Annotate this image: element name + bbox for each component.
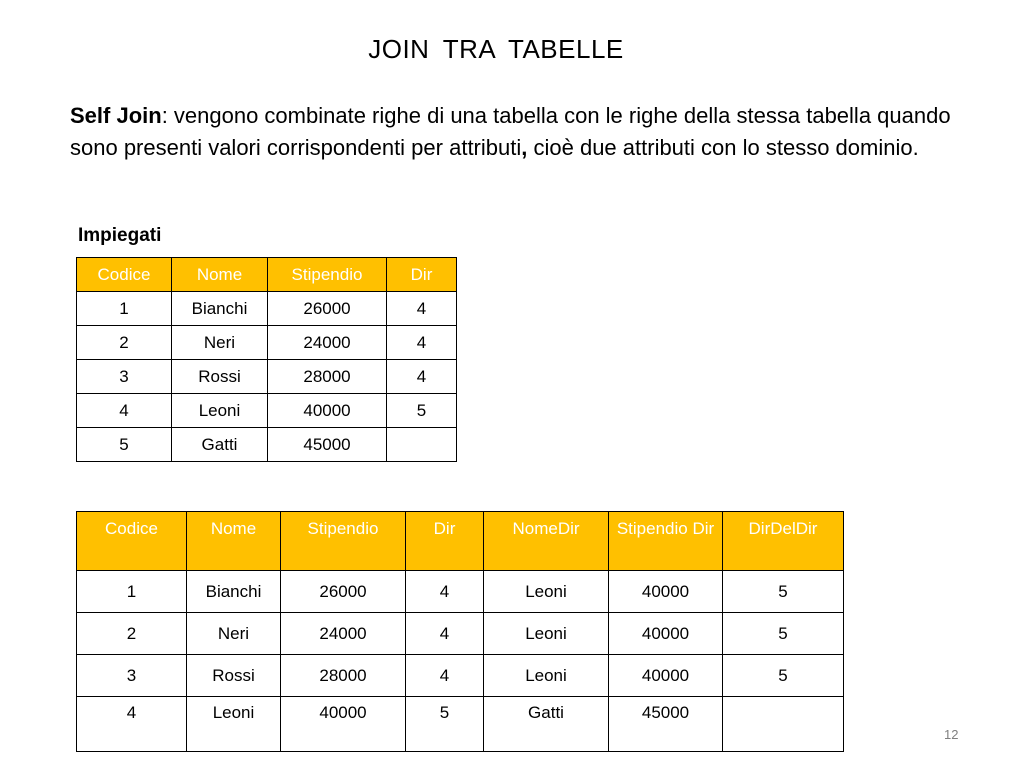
table-cell: Leoni bbox=[484, 655, 609, 697]
table-row bbox=[77, 571, 844, 613]
slide-title: JOIN TRA TABELLE bbox=[368, 34, 624, 64]
header-cell: Nome bbox=[172, 258, 268, 292]
header-cell: Codice bbox=[77, 512, 187, 571]
table-cell: 26000 bbox=[281, 571, 406, 613]
table-row bbox=[77, 428, 457, 462]
table-row bbox=[77, 655, 844, 697]
table-header-row bbox=[77, 258, 457, 292]
table-cell: 4 bbox=[77, 697, 187, 752]
table-cell: 3 bbox=[77, 360, 172, 394]
table-cell: 5 bbox=[77, 428, 172, 462]
table-row bbox=[77, 613, 844, 655]
intro-comma: , bbox=[521, 135, 528, 160]
table-cell: Bianchi bbox=[172, 292, 268, 326]
table-cell: 4 bbox=[406, 655, 484, 697]
table-row bbox=[77, 360, 457, 394]
self-join-result-table bbox=[76, 511, 844, 752]
table-cell: 40000 bbox=[268, 394, 387, 428]
table-row bbox=[77, 326, 457, 360]
intro-paragraph bbox=[70, 100, 980, 164]
intro-text-before-comma: : vengono combinate righe di una tabella con le righe della stessa tabella quando sono presenti valori corrispondenti per attributi bbox=[70, 103, 951, 160]
table-cell: 1 bbox=[77, 571, 187, 613]
table-cell: Gatti bbox=[484, 697, 609, 752]
table-cell: 26000 bbox=[268, 292, 387, 326]
table-cell: 24000 bbox=[268, 326, 387, 360]
table-cell: 5 bbox=[723, 655, 844, 697]
header-cell: NomeDir bbox=[484, 512, 609, 571]
table-cell bbox=[723, 697, 844, 752]
table-cell: 4 bbox=[387, 360, 457, 394]
table-cell: Neri bbox=[172, 326, 268, 360]
table-cell: 4 bbox=[387, 292, 457, 326]
table-cell: 28000 bbox=[268, 360, 387, 394]
table-cell: 1 bbox=[77, 292, 172, 326]
table-cell: Neri bbox=[187, 613, 281, 655]
table-cell: 4 bbox=[406, 571, 484, 613]
intro-text-after-comma: cioè due attributi con lo stesso dominio. bbox=[527, 135, 919, 160]
table-cell: 40000 bbox=[609, 655, 723, 697]
table-cell: 40000 bbox=[609, 613, 723, 655]
table-row bbox=[77, 394, 457, 428]
header-cell: Codice bbox=[77, 258, 172, 292]
table-cell: 45000 bbox=[268, 428, 387, 462]
table-cell bbox=[387, 428, 457, 462]
table-cell: 24000 bbox=[281, 613, 406, 655]
header-cell: Dir bbox=[387, 258, 457, 292]
table-cell: 45000 bbox=[609, 697, 723, 752]
table-cell: 2 bbox=[77, 613, 187, 655]
impiegati-table bbox=[76, 257, 457, 462]
table-cell: 28000 bbox=[281, 655, 406, 697]
table-cell: Leoni bbox=[172, 394, 268, 428]
table-cell: 40000 bbox=[281, 697, 406, 752]
table-header-row bbox=[77, 512, 844, 571]
table-cell: Leoni bbox=[187, 697, 281, 752]
table-cell: 4 bbox=[77, 394, 172, 428]
table-row bbox=[77, 697, 844, 752]
table-cell: 3 bbox=[77, 655, 187, 697]
table-cell: Leoni bbox=[484, 571, 609, 613]
table-cell: Bianchi bbox=[187, 571, 281, 613]
table-cell: Rossi bbox=[172, 360, 268, 394]
table-cell: 5 bbox=[723, 613, 844, 655]
table-cell: Rossi bbox=[187, 655, 281, 697]
header-cell: DirDelDir bbox=[723, 512, 844, 571]
table-cell: 4 bbox=[406, 613, 484, 655]
header-cell: Stipendio bbox=[281, 512, 406, 571]
table-cell: 2 bbox=[77, 326, 172, 360]
table-cell: 40000 bbox=[609, 571, 723, 613]
table-cell: 5 bbox=[406, 697, 484, 752]
page-number: 12 bbox=[944, 727, 959, 742]
table-row bbox=[77, 292, 457, 326]
table-cell: Gatti bbox=[172, 428, 268, 462]
table-caption-impiegati: Impiegati bbox=[78, 225, 162, 246]
header-cell: Stipendio Dir bbox=[609, 512, 723, 571]
table-cell: 5 bbox=[387, 394, 457, 428]
table-cell: Leoni bbox=[484, 613, 609, 655]
table-cell: 4 bbox=[387, 326, 457, 360]
intro-term: Self Join bbox=[70, 103, 162, 128]
table-cell: 5 bbox=[723, 571, 844, 613]
header-cell: Dir bbox=[406, 512, 484, 571]
header-cell: Nome bbox=[187, 512, 281, 571]
header-cell: Stipendio bbox=[268, 258, 387, 292]
